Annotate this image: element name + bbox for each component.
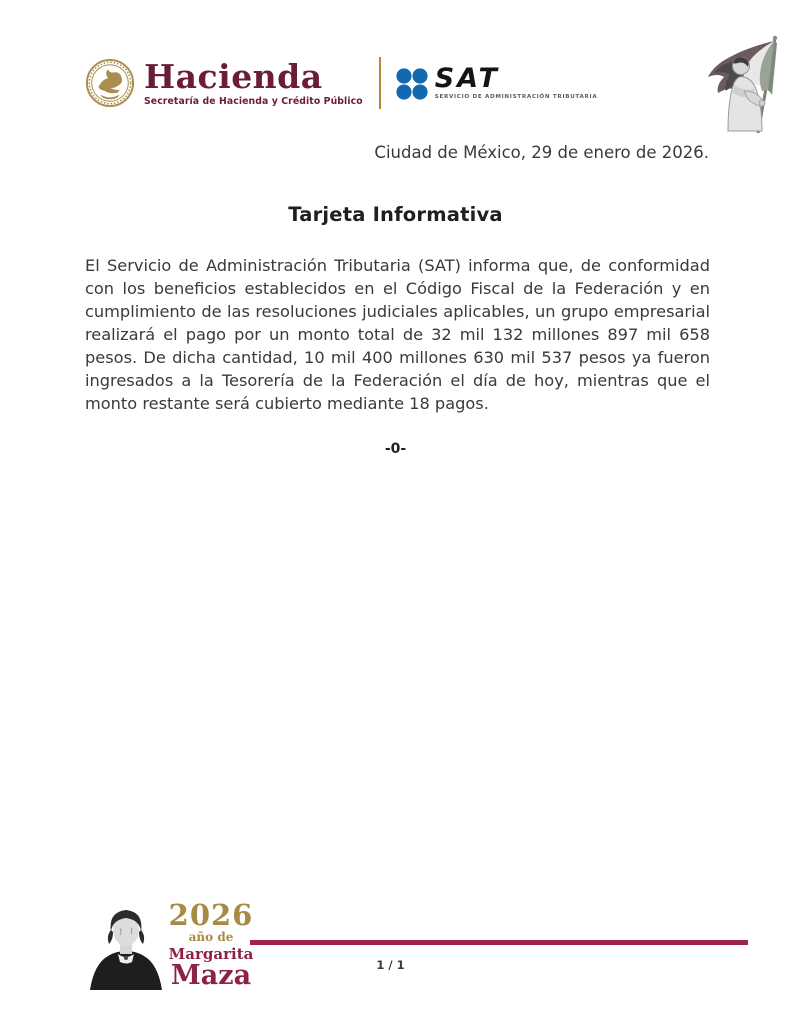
sat-four-dots-icon <box>395 67 429 101</box>
sat-subtitle: SERVICIO DE ADMINISTRACIÓN TRIBUTARIA <box>434 93 598 100</box>
footer-year-block <box>166 898 256 991</box>
footer-year-caption: año de <box>188 930 234 944</box>
hacienda-logo <box>144 56 363 107</box>
footer-year: 2026 <box>168 898 254 932</box>
footer-rule <box>250 940 748 945</box>
margarita-maza-portrait <box>86 898 166 990</box>
sat-wordmark: SAT <box>434 62 500 94</box>
footer-person-firstname: Margarita <box>168 945 254 963</box>
sat-logo <box>395 62 598 101</box>
header-logo-bar <box>85 54 597 112</box>
logo-divider <box>379 57 381 109</box>
hacienda-subtitle: Secretaría de Hacienda y Crédito Público <box>144 95 363 107</box>
hacienda-wordmark: Hacienda <box>144 56 323 96</box>
shcp-eagle-seal-icon <box>85 54 135 112</box>
page-title: Tarjeta Informativa <box>288 203 503 226</box>
end-mark: -0- <box>384 441 407 457</box>
footer-person-lastname: Maza <box>170 960 252 991</box>
body-paragraph: El Servicio de Administración Tributaria (SAT) informa que, de conformidad con los beneficios establecidos en el Código Fiscal de la Federación y en cumplimiento de las resoluciones judiciales aplicables, un grupo empresarial realizará el pago por un monto total de 32 mil 132 millones 897 mil 658 pesos. De dicha cantidad, 10 mil 400 millones 630 mil 537 pesos ya fueron ingresados a la Tesorería de la Federación el día de hoy, mientras que el monto restante será cubierto mediante 18 pagos. <box>85 256 710 413</box>
dateline: Ciudad de México, 29 de enero de 2026. <box>374 143 709 162</box>
woman-with-mexican-flag-illustration <box>678 33 790 137</box>
page-number: 1 / 1 <box>376 958 405 972</box>
